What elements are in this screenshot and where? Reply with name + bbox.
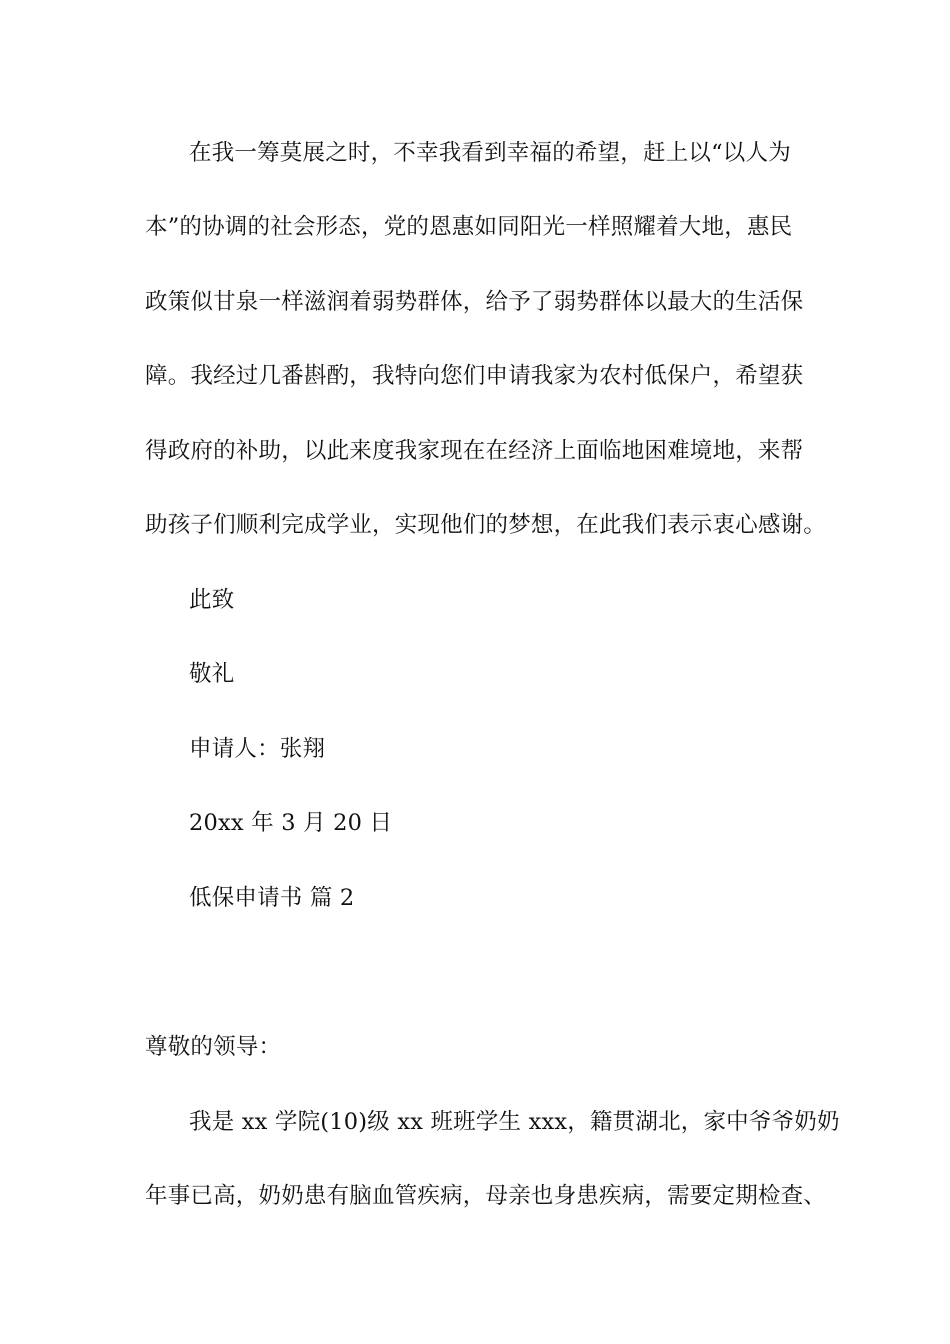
paragraph-line: 本”的协调的社会形态，党的恩惠如同阳光一样照耀着大地，惠民 <box>145 214 793 240</box>
applicant-signature: 申请人：张翔 <box>189 736 326 762</box>
paragraph-line: 助孩子们顺利完成学业，实现他们的梦想，在此我们表示衷心感谢。 <box>145 512 827 538</box>
paragraph-line: 障。我经过几番斟酌，我特向您们申请我家为农村低保户，希望获 <box>145 363 804 389</box>
paragraph-line: 年事已高，奶奶患有脑血管疾病，母亲也身患疾病，需要定期检查、 <box>145 1183 827 1209</box>
greeting: 尊敬的领导： <box>145 1034 282 1060</box>
application-date: 20xx 年 3 月 20 日 <box>189 810 393 836</box>
paragraph-line: 政策似甘泉一样滋润着弱势群体，给予了弱势群体以最大的生活保 <box>145 289 804 315</box>
paragraph-line: 在我一筹莫展之时，不幸我看到幸福的希望，赶上以“以人为 <box>189 140 791 166</box>
paragraph-line: 得政府的补助，以此来度我家现在在经济上面临地困难境地，来帮 <box>145 438 804 464</box>
paragraph-line: 我是 xx 学院(10)级 xx 班班学生 xxx，籍贯湖北，家中爷爷奶奶 <box>189 1109 840 1135</box>
closing-salute: 此致 <box>189 587 235 613</box>
closing-regards: 敬礼 <box>189 661 235 687</box>
section-heading: 低保申请书 篇 2 <box>189 885 355 911</box>
